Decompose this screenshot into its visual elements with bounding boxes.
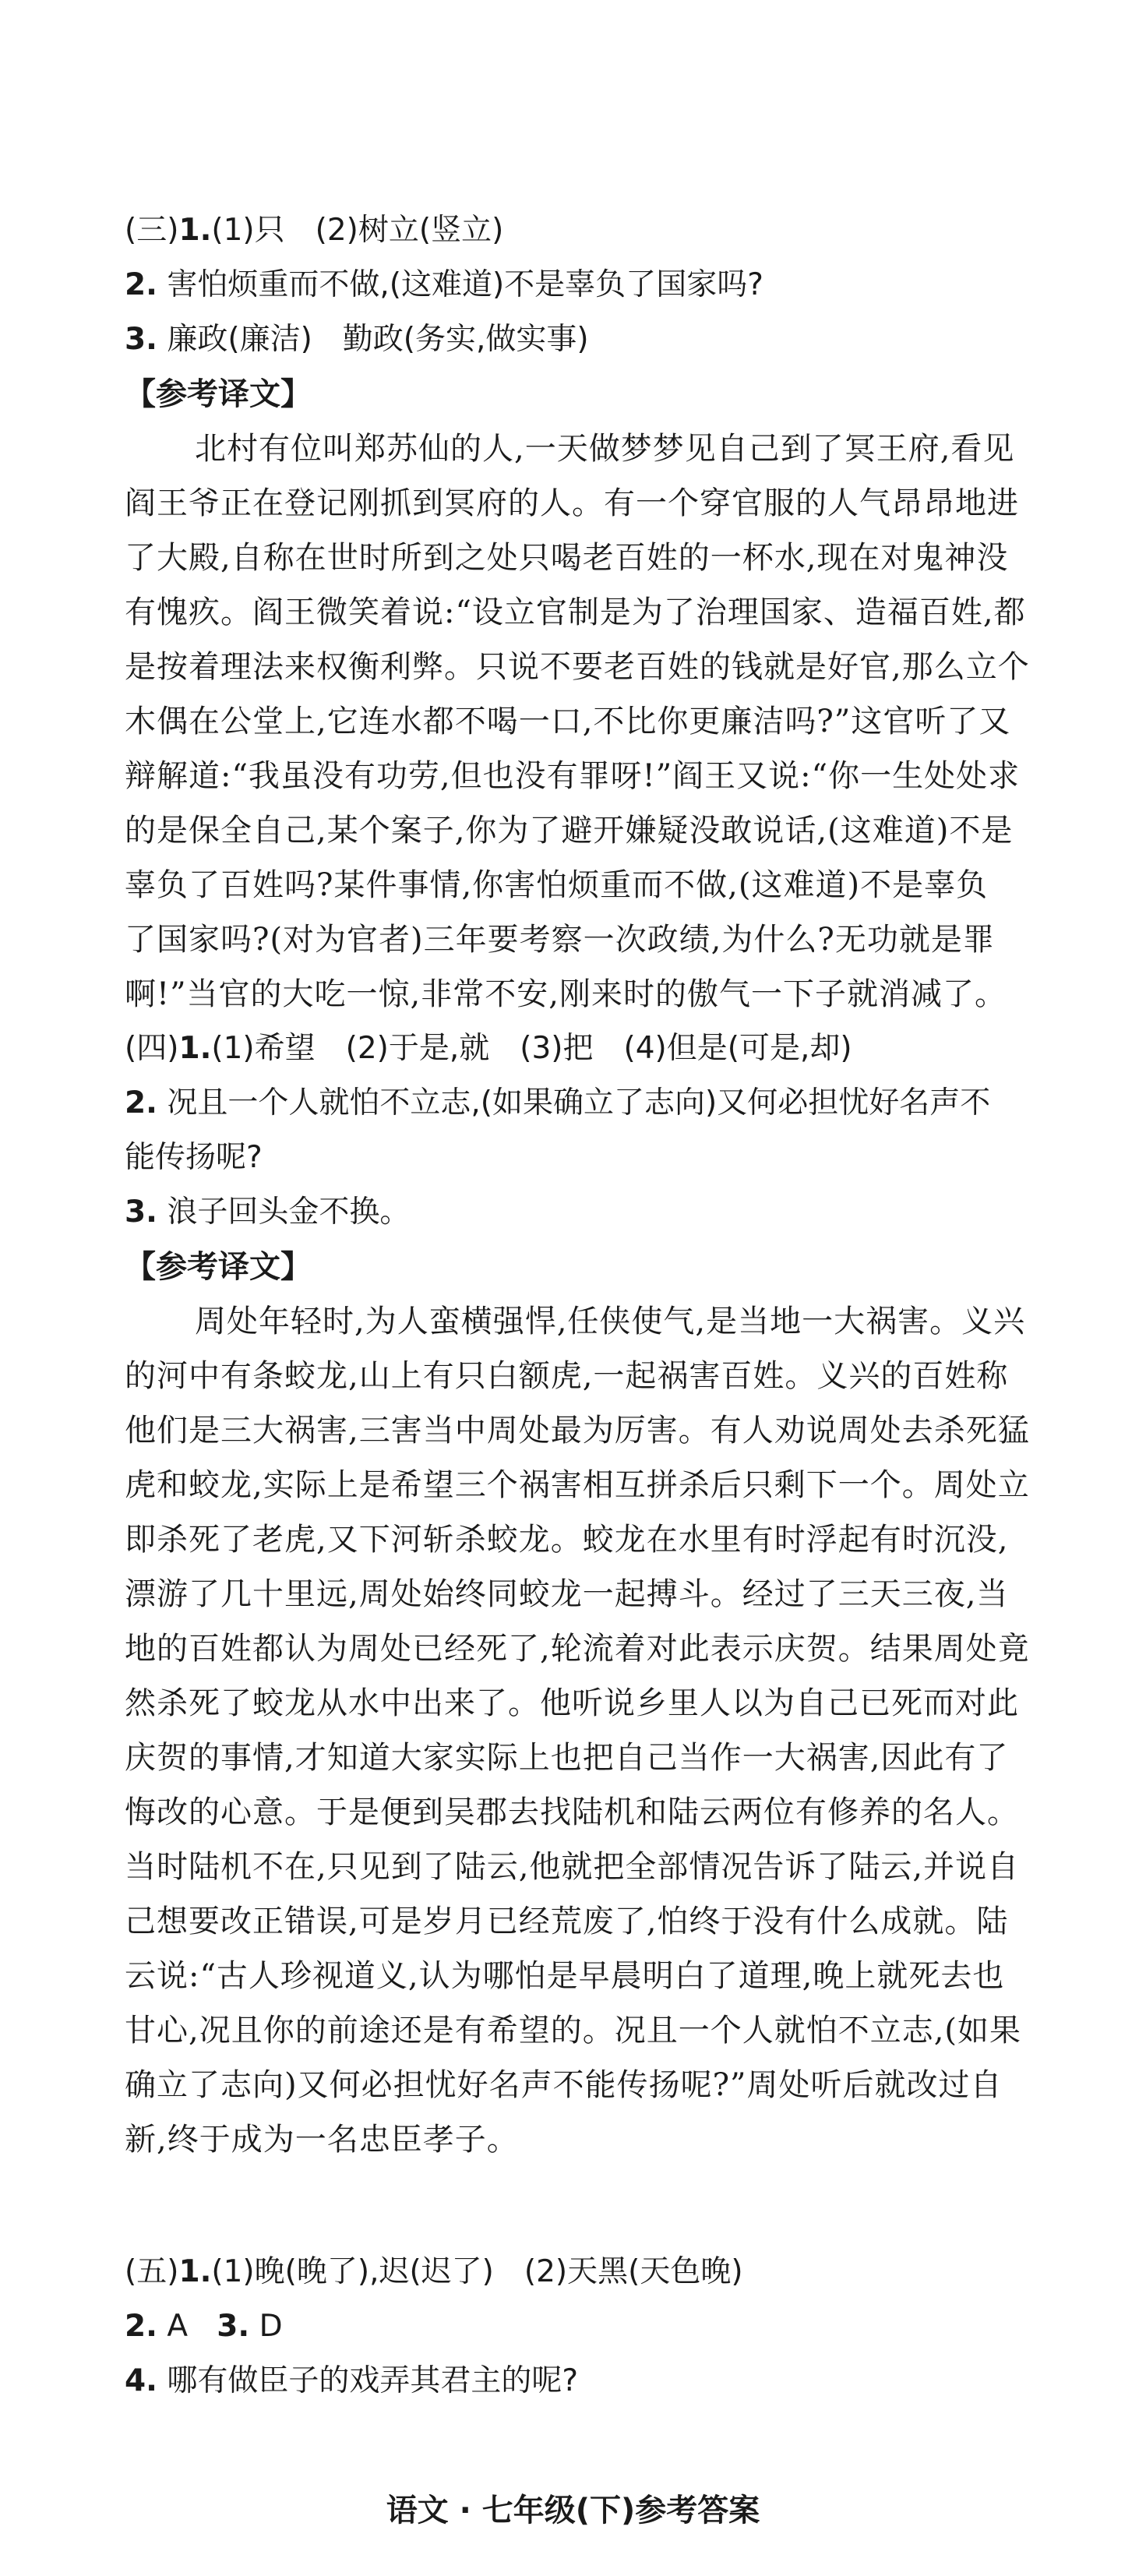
answer-text: D (259, 2309, 283, 2344)
s4-translation-line: 悔改的心意。于是便到吴郡去找陆机和陆云两位有修养的名人。 (125, 1794, 1019, 1830)
section-marker: (三) (125, 213, 179, 248)
answer-text: 害怕烦重而不做,(这难道)不是辜负了国家吗? (167, 267, 763, 302)
s4-translation-line: 云说:“古人珍视道义,认为哪怕是早晨明白了道理,晚上就死去也 (125, 1958, 1005, 1994)
question-number: 3. (125, 322, 157, 357)
s4-translation-line: 虎和蛟龙,实际上是希望三个祸害相互拼杀后只剩下一个。周处立 (125, 1467, 1030, 1503)
answer-text: 况且一个人就怕不立志,(如果确立了志向)又何必担忧好名声不 (167, 1085, 991, 1120)
s3-q2 (125, 263, 1075, 307)
answer-text: 廉政(廉洁) 勤政(务实,做实事) (167, 322, 589, 357)
answer-text: 浪子回头金不换。 (167, 1194, 411, 1230)
s4-q1 (125, 1027, 1075, 1071)
question-number: 3. (217, 2309, 250, 2344)
s4-translation-line: 当时陆机不在,只见到了陆云,他就把全部情况告诉了陆云,并说自 (125, 1849, 1020, 1885)
question-number: 2. (125, 1085, 157, 1120)
s4-translation-line: 他们是三大祸害,三害当中周处最为厉害。有人劝说周处去杀死猛 (125, 1413, 1030, 1449)
s4-translation-line: 漂游了几十里远,周处始终同蛟龙一起搏斗。经过了三天三夜,当 (125, 1576, 1009, 1612)
section-marker: (五) (125, 2254, 179, 2289)
s3-translation-line: 辜负了百姓吗?某件事情,你害怕烦重而不做,(这难道)不是辜负 (125, 867, 989, 903)
s3-translation-line: 啊!”当官的大吃一惊,非常不安,刚来时的傲气一下子就消减了。 (125, 976, 1007, 1012)
s3-translation-line: 的是保全自己,某个案子,你为了避开嫌疑没敢说话,(这难道)不是 (125, 813, 1014, 849)
s5-q2-q3 (125, 2305, 1075, 2348)
s4-translation-heading: 【参考译文】 (125, 1249, 312, 1285)
s4-translation-line: 地的百姓都认为周处已经死了,轮流着对此表示庆贺。结果周处竟 (125, 1631, 1030, 1667)
s4-translation-line: 的河中有条蛟龙,山上有只白额虎,一起祸害百姓。义兴的百姓称 (125, 1358, 1009, 1394)
answer-text: (1)只 (2)树立(竖立) (211, 213, 504, 248)
s3-q1 (125, 209, 1075, 252)
s4-translation-line: 己想要改正错误,可是岁月已经荒废了,怕终于没有什么成就。陆 (125, 1904, 1009, 1939)
s3-translation-line: 是按着理法来权衡利弊。只说不要老百姓的钱就是好官,那么立个 (125, 649, 1030, 685)
question-number: 2. (125, 2309, 157, 2344)
s4-q2 (125, 1082, 1075, 1125)
section-marker: (四) (125, 1031, 179, 1066)
s5-q1 (125, 2250, 1075, 2294)
s4-translation-line: 确立了志向)又何必担忧好名声不能传扬呢?”周处听后就改过自 (125, 2067, 1003, 2103)
s3-translation-line: 有愧疚。阎王微笑着说:“设立官制是为了治理国家、造福百姓,都 (125, 595, 1026, 630)
answer-text: (1)希望 (2)于是,就 (3)把 (4)但是(可是,却) (211, 1031, 852, 1066)
page-footer: 语文 · 七年级(下)参考答案 (386, 2493, 760, 2528)
s5-q4 (125, 2359, 1075, 2403)
s4-translation-line: 然杀死了蛟龙从水中出来了。他听说乡里人以为自己已死而对此 (125, 1685, 1019, 1721)
question-number: 4. (125, 2363, 157, 2398)
s4-translation-line: 即杀死了老虎,又下河斩杀蛟龙。蛟龙在水里有时浮起有时沉没, (125, 1522, 1009, 1558)
s4-q3 (125, 1191, 1075, 1234)
question-number: 1. (178, 1031, 212, 1066)
answer-text: 哪有做臣子的戏弄其君主的呢? (167, 2363, 579, 2398)
answer-text: (1)晚(晚了),迟(迟了) (2)天黑(天色晚) (211, 2254, 743, 2289)
question-number: 1. (178, 213, 212, 248)
s4-translation-line: 新,终于成为一名忠臣孝子。 (125, 2122, 519, 2158)
question-number: 3. (125, 1194, 157, 1230)
s3-q3 (125, 318, 1075, 362)
s3-translation-line: 了国家吗?(对为官者)三年要考察一次政绩,为什么?无功就是罪 (125, 922, 995, 958)
answer-text: A (167, 2309, 189, 2344)
s4-translation-line: 甘心,况且你的前途还是有希望的。况且一个人就怕不立志,(如果 (125, 2013, 1022, 2048)
s4-translation-line: 庆贺的事情,才知道大家实际上也把自己当作一大祸害,因此有了 (125, 1740, 1009, 1776)
s3-translation-line: 北村有位叫郑苏仙的人,一天做梦梦见自己到了冥王府,看见 (195, 431, 1015, 467)
s3-translation-line: 辩解道:“我虽没有功劳,但也没有罪呀!”阎王又说:“你一生处处求 (125, 758, 1021, 794)
s3-translation-line: 阎王爷正在登记刚抓到冥府的人。有一个穿官服的人气昂昂地进 (125, 485, 1019, 521)
question-number: 1. (178, 2254, 212, 2289)
s3-translation-heading: 【参考译文】 (125, 376, 312, 412)
s3-translation-line: 了大殿,自称在世时所到之处只喝老百姓的一杯水,现在对鬼神没 (125, 540, 1009, 576)
s3-translation-line: 木偶在公堂上,它连水都不喝一口,不比你更廉洁吗?”这官听了又 (125, 704, 1011, 739)
s4-q2-cont: 能传扬呢? (125, 1140, 263, 1175)
question-number: 2. (125, 267, 157, 302)
s4-translation-line: 周处年轻时,为人蛮横强悍,任侠使气,是当地一大祸害。义兴 (195, 1304, 1026, 1339)
